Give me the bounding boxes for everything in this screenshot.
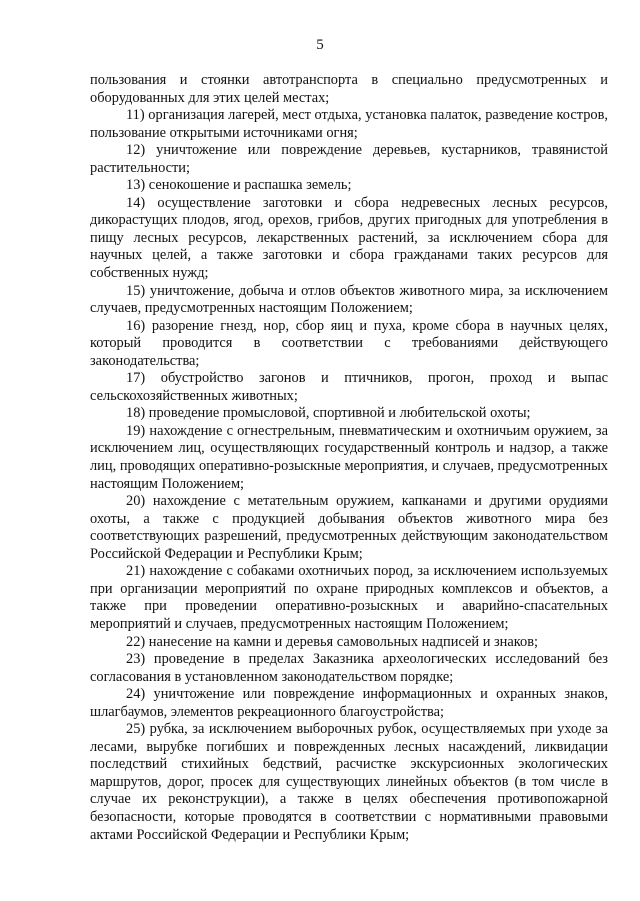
document-body	[90, 72, 608, 844]
paragraph-item-14: 14) осуществление заготовки и сбора недревесных лесных ресурсов, дикорастущих плодов, ягод, орехов, грибов, других пригодных для употребления в пищу лесных ресурсов, лекарственных растений, за исключением сбора для научных целей, а также заготовки и сбора гражданами таких ресурсов для собственных нужд;	[90, 194, 608, 282]
paragraph-item-20: 20) нахождение с метательным оружием, капканами и другими орудиями охоты, а также с продукцией добывания объектов животного мира без соответствующих разрешений, предусмотренных действующим законодательством Российской Федерации и Республики Крым;	[90, 493, 608, 562]
paragraph-item-13: 13) сенокошение и распашка земель;	[126, 177, 352, 194]
paragraph-item-22: 22) нанесение на камни и деревья самовольных надписей и знаков;	[126, 633, 539, 650]
paragraph-item-12: 12) уничтожение или повреждение деревьев, кустарников, травянистой растительности;	[90, 142, 608, 176]
paragraph-continuation: пользования и стоянки автотранспорта в специально предусмотренных и оборудованных для этих целей местах;	[90, 72, 608, 106]
paragraph-item-21: 21) нахождение с собаками охотничьих пород, за исключением используемых при организации мероприятий по охране природных комплексов и объектов, а также при проведении оперативно-розыскных и аварийно-спасательных мероприятий и случаев, предусмотренных настоящим Положением;	[90, 563, 608, 632]
paragraph-item-11: 11) организация лагерей, мест отдыха, установка палаток, разведение костров, пользование открытыми источниками огня;	[90, 107, 608, 141]
paragraph-item-15: 15) уничтожение, добыча и отлов объектов животного мира, за исключением случаев, предусмотренных настоящим Положением;	[90, 282, 608, 317]
page-number: 5	[316, 37, 324, 53]
paragraph-item-16: 16) разорение гнезд, нор, сбор яиц и пуха, кроме сбора в научных целях, который проводится в соответствии с требованиями действующего законодательства;	[90, 317, 608, 369]
paragraph-item-19: 19) нахождение с огнестрельным, пневматическим и охотничьим оружием, за исключением лиц, осуществляющих государственный контроль и надзор, а также лиц, проводящих оперативно-розыскные мероприятия, и случаев, предусмотренных настоящим Положением;	[90, 422, 608, 492]
paragraph-item-18: 18) проведение промысловой, спортивной и любительской охоты;	[126, 405, 531, 422]
paragraph-item-25: 25) рубка, за исключением выборочных рубок, осуществляемых при уходе за лесами, вырубке погибших и поврежденных лесных насаждений, ликвидации последствий стихийных бедствий, расчистке экскурсионных экологических маршрутов, дорог, просек для существующих линейных объектов (в том числе в случае их реконструкции), а также в целях обеспечения противопожарной безопасности, которые проводятся в соответствии с нормативными правовыми актами Российской Федерации и Республики Крым;	[90, 721, 608, 843]
paragraph-item-24: 24) уничтожение или повреждение информационных и охранных знаков, шлагбаумов, элементов рекреационного благоустройства;	[90, 686, 608, 720]
paragraph-item-17: 17) обустройство загонов и птичников, прогон, проход и выпас сельскохозяйственных животных;	[90, 370, 608, 404]
paragraph-item-23: 23) проведение в пределах Заказника археологических исследований без согласования в установленном законодательством порядке;	[90, 651, 608, 685]
